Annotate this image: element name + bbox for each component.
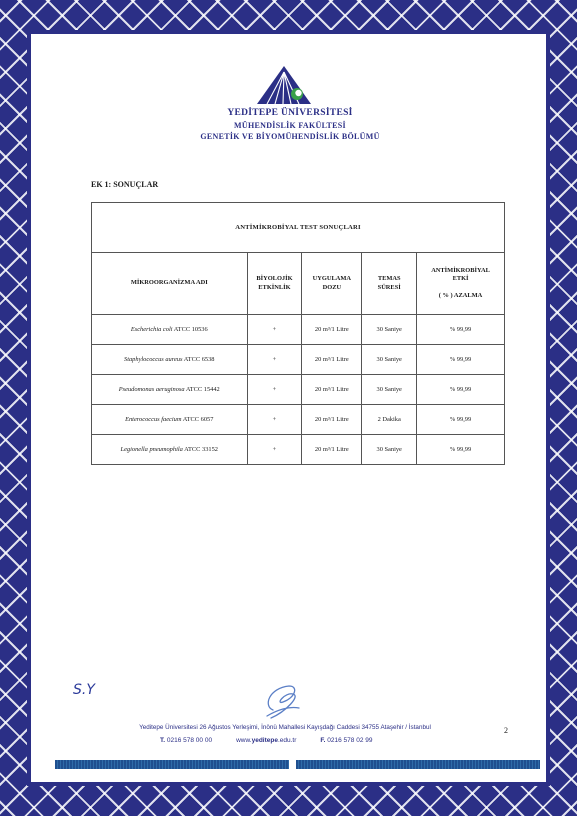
fax-label: F. <box>320 737 326 744</box>
footer-bar-right <box>296 760 540 769</box>
cell-contact-time: 30 Saniye <box>362 315 417 345</box>
table-header-row <box>92 253 505 315</box>
footer-phone <box>160 737 212 744</box>
signature-icon <box>255 680 305 728</box>
cell-biological-activity: + <box>247 345 302 375</box>
table-title-row <box>92 203 505 253</box>
cell-reduction: % 99,99 <box>417 315 505 345</box>
organism-code: ATCC 33152 <box>184 446 218 453</box>
web-suffix: .edu.tr <box>277 737 297 744</box>
cell-reduction: % 99,99 <box>417 375 505 405</box>
table-row <box>92 375 505 405</box>
organism-species: Enterococcus faecium <box>125 416 182 423</box>
handwritten-initials: S.Y <box>73 682 95 698</box>
cell-biological-activity: + <box>247 405 302 435</box>
cell-dose: 20 m³/1 Litre <box>302 375 362 405</box>
cell-organism <box>92 375 248 405</box>
footer-fax <box>320 737 372 744</box>
cell-dose: 20 m³/1 Litre <box>302 435 362 465</box>
table-title: ANTİMİKROBİYAL TEST SONUÇLARI <box>92 203 505 253</box>
university-name: YEDİTEPE ÜNİVERSİTESİ <box>227 108 353 118</box>
web-domain: yeditepe <box>251 737 278 744</box>
footer-contact <box>160 737 372 744</box>
header-dose-line1: UYGULAMA <box>312 274 352 282</box>
header-dose-line2: DOZU <box>322 283 342 291</box>
header-effect-line2: ETKİ <box>452 275 469 283</box>
header-effect-line1: ANTİMİKROBİYAL <box>431 266 490 274</box>
phone-label: T. <box>160 737 166 744</box>
cell-reduction: % 99,99 <box>417 345 505 375</box>
footer-address: Yeditepe Üniversitesi 26 Ağustos Yerleşimi, İnönü Mahallesi Kayışdağı Caddesi 34755 Ataşehir / İstanbul <box>139 724 431 731</box>
cell-organism <box>92 405 248 435</box>
header-antimicrobial-effect <box>417 253 505 315</box>
header-organism: MİKROORGANİZMA ADI <box>92 253 248 315</box>
footer-bar-left <box>55 760 289 769</box>
table-row <box>92 345 505 375</box>
footer-website[interactable] <box>236 737 296 744</box>
cell-dose: 20 m³/1 Litre <box>302 405 362 435</box>
organism-code: ATCC 6538 <box>183 356 215 363</box>
table-row <box>92 405 505 435</box>
cell-biological-activity: + <box>247 435 302 465</box>
page-number: 2 <box>504 726 508 735</box>
cell-reduction: % 99,99 <box>417 405 505 435</box>
table-row <box>92 315 505 345</box>
cell-biological-activity: + <box>247 375 302 405</box>
organism-code: ATCC 6057 <box>182 416 214 423</box>
header-bio-line2: ETKİNLİK <box>258 283 291 291</box>
cell-organism <box>92 435 248 465</box>
header-contact-time <box>362 253 417 315</box>
cell-organism <box>92 345 248 375</box>
organism-code: ATCC 10536 <box>173 326 208 333</box>
header-time-line2: SÜRESİ <box>377 283 401 291</box>
organism-species: Pseudomonas aeruginosa <box>118 386 185 393</box>
header-bio-line1: BİYOLOJİK <box>256 274 293 282</box>
cell-contact-time: 30 Saniye <box>362 375 417 405</box>
phone-number: 0216 578 00 00 <box>166 737 213 744</box>
organism-species: Escherichia coli <box>130 326 173 333</box>
organism-species: Legionella pneumophila <box>120 446 183 453</box>
fax-number: 0216 578 02 99 <box>327 737 373 744</box>
cell-contact-time: 30 Saniye <box>362 345 417 375</box>
department-name: GENETİK VE BİYOMÜHENDİSLİK BÖLÜMÜ <box>200 132 380 141</box>
organism-code: ATCC 15442 <box>185 386 220 393</box>
cell-contact-time: 2 Dakika <box>362 405 417 435</box>
cell-contact-time: 30 Saniye <box>362 435 417 465</box>
cell-reduction: % 99,99 <box>417 435 505 465</box>
organism-species: Staphylococcus aureus <box>124 356 183 363</box>
antimicrobial-results-table <box>91 202 505 465</box>
cell-dose: 20 m³/1 Litre <box>302 315 362 345</box>
faculty-name: MÜHENDİSLİK FAKÜLTESİ <box>234 121 346 130</box>
university-logo-icon <box>255 64 313 106</box>
web-prefix: www. <box>236 737 252 744</box>
cell-biological-activity: + <box>247 315 302 345</box>
header-biological-activity <box>247 253 302 315</box>
header-effect-sub: ( % ) AZALMA <box>438 291 483 299</box>
cell-dose: 20 m³/1 Litre <box>302 345 362 375</box>
section-title: EK 1: SONUÇLAR <box>91 180 159 189</box>
header-time-line1: TEMAS <box>377 274 401 282</box>
table-row <box>92 435 505 465</box>
cell-organism <box>92 315 248 345</box>
header-application-dose <box>302 253 362 315</box>
